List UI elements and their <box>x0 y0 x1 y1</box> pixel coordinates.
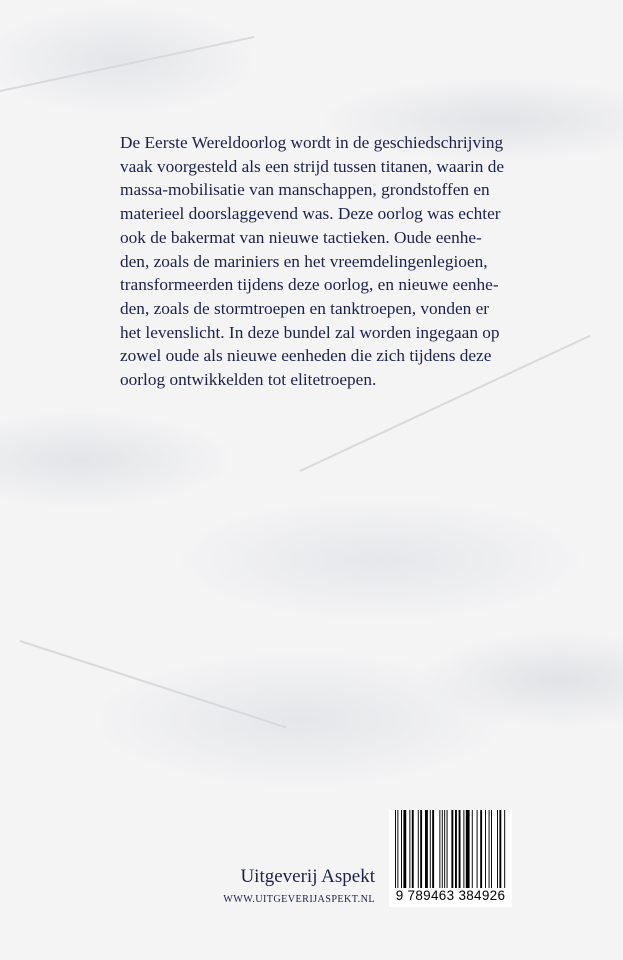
barcode-bar <box>485 810 486 888</box>
blurb-line: ook de bakermat van nieuwe tactieken. Oude eenhe- <box>120 227 482 247</box>
barcode-bar <box>444 810 445 888</box>
barcode-bar <box>397 810 398 888</box>
blurb-line: den, zoals de mariniers en het vreemdelingenlegioen, <box>120 251 488 271</box>
barcode-bar <box>420 810 422 888</box>
blurb-line: materieel doorslaggevend was. Deze oorlog was echter <box>120 204 501 224</box>
barcode-bar <box>489 810 490 888</box>
barcode-bar <box>439 810 440 888</box>
blurb-line: het levenslicht. In deze bundel zal worden ingegaan op <box>120 322 500 342</box>
blurb-line: transformeerden tijdens deze oorlog, en nieuwe eenhe- <box>120 275 499 295</box>
barcode-bar <box>497 810 498 888</box>
barcode-bar <box>442 810 443 888</box>
barcode-bar <box>395 810 396 888</box>
barcode-bar <box>447 810 448 888</box>
marble-vein <box>0 36 255 92</box>
barcode-bar <box>412 810 414 888</box>
barcode-bar <box>499 810 501 888</box>
barcode-bar <box>425 810 428 888</box>
barcode-bar <box>455 810 457 888</box>
isbn-barcode <box>389 810 512 907</box>
barcode-bar <box>504 810 505 888</box>
barcode-bar <box>451 810 453 888</box>
blurb-line: De Eerste Wereldoorlog wordt in de geschiedschrijving <box>120 133 504 152</box>
blurb-line: zowel oude als nieuwe eenheden die zich tijdens deze <box>120 346 492 366</box>
isbn-number: 9 789463 384926 <box>395 888 506 903</box>
barcode-bar <box>491 810 492 888</box>
barcode-bar <box>459 810 461 888</box>
barcode-bar <box>403 810 406 888</box>
barcode-bar <box>401 810 402 888</box>
back-cover-blurb <box>120 131 530 392</box>
publisher-name: Uitgeverij Aspekt <box>240 866 375 887</box>
barcode-bar <box>480 810 482 888</box>
blurb-line: den, zoals de stormtroepen en tanktroepen, vonden er <box>120 298 490 318</box>
blurb-line: massa-mobilisatie van manschappen, grondstoffen en <box>120 180 490 200</box>
blurb-line: vaak voorgesteld als een strijd tussen titanen, waarin de <box>120 156 505 176</box>
barcode-bar <box>466 810 470 888</box>
barcode-bar <box>418 810 419 888</box>
barcode-bar <box>430 810 431 888</box>
barcode-bar <box>463 810 464 888</box>
marble-vein <box>20 640 287 728</box>
barcode-bar <box>409 810 410 888</box>
barcode-bar <box>477 810 478 888</box>
barcode-bar <box>472 810 473 888</box>
barcode-bar <box>432 810 434 888</box>
blurb-line: oorlog ontwikkelden tot elitetroepen. <box>120 370 377 390</box>
barcode-bars <box>395 810 507 888</box>
publisher-url: WWW.UITGEVERIJASPEKT.NL <box>223 894 375 905</box>
